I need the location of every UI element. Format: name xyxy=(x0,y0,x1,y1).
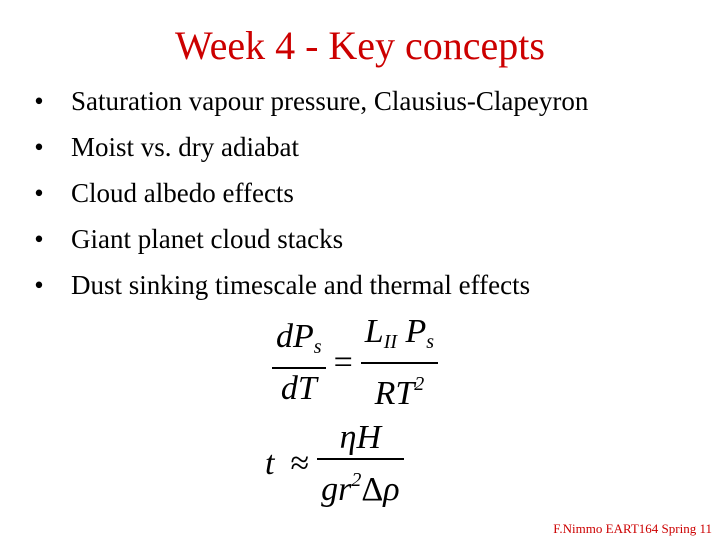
latent-heat-subscript: II xyxy=(383,331,398,353)
sinking-fraction xyxy=(317,418,403,510)
bullet-list xyxy=(34,78,589,308)
bullet-text: Giant planet cloud stacks xyxy=(71,224,344,254)
rhs-denominator-text: RT xyxy=(374,375,415,412)
rhs-denominator-exponent: 2 xyxy=(414,373,425,395)
pressure-subscript: s xyxy=(426,331,435,353)
time-symbol: t xyxy=(265,445,275,482)
bullet-text: Moist vs. dry adiabat xyxy=(71,132,299,162)
lhs-numerator-subscript: s xyxy=(313,336,322,358)
bullet-icon: • xyxy=(34,270,44,300)
rhs-numerator xyxy=(361,312,438,364)
bullet-item xyxy=(34,78,589,124)
radius-exponent: 2 xyxy=(351,469,362,491)
sinking-time-equation xyxy=(265,418,404,510)
bullet-text: Cloud albedo effects xyxy=(71,178,294,208)
delta-symbol: Δ xyxy=(361,471,384,508)
equals-sign: = xyxy=(333,344,353,381)
bullet-item xyxy=(34,170,588,216)
slide-title: Week 4 - Key concepts xyxy=(175,23,545,68)
gravity-radius-text: gr xyxy=(321,471,352,508)
bullet-item xyxy=(34,262,588,308)
sinking-numerator: ηH xyxy=(317,418,403,460)
pressure-symbol: P xyxy=(405,313,427,350)
lhs-numerator-text: dP xyxy=(276,318,314,355)
bullet-text: Saturation vapour pressure, Clausius-Clapeyron xyxy=(71,86,589,116)
bullet-icon: • xyxy=(34,178,44,208)
bullet-icon: • xyxy=(34,132,44,162)
footer-credit: F.Nimmo EART164 Spring 11 xyxy=(553,521,712,536)
bullet-item xyxy=(34,124,588,170)
lhs-numerator xyxy=(272,317,326,369)
clausius-clapeyron-equation xyxy=(272,312,438,414)
lhs-fraction xyxy=(272,317,326,409)
bullet-item xyxy=(34,216,588,262)
rho-symbol: ρ xyxy=(383,471,400,508)
bullet-icon: • xyxy=(34,86,44,116)
approx-sign: ≈ xyxy=(290,445,310,482)
sinking-denominator xyxy=(317,460,403,510)
lhs-denominator: dT xyxy=(280,370,317,407)
bullet-text: Dust sinking timescale and thermal effects xyxy=(71,270,531,300)
rhs-fraction xyxy=(361,312,438,414)
rhs-denominator xyxy=(361,364,438,414)
latent-heat-symbol: L xyxy=(364,313,384,350)
bullet-icon: • xyxy=(34,224,44,254)
